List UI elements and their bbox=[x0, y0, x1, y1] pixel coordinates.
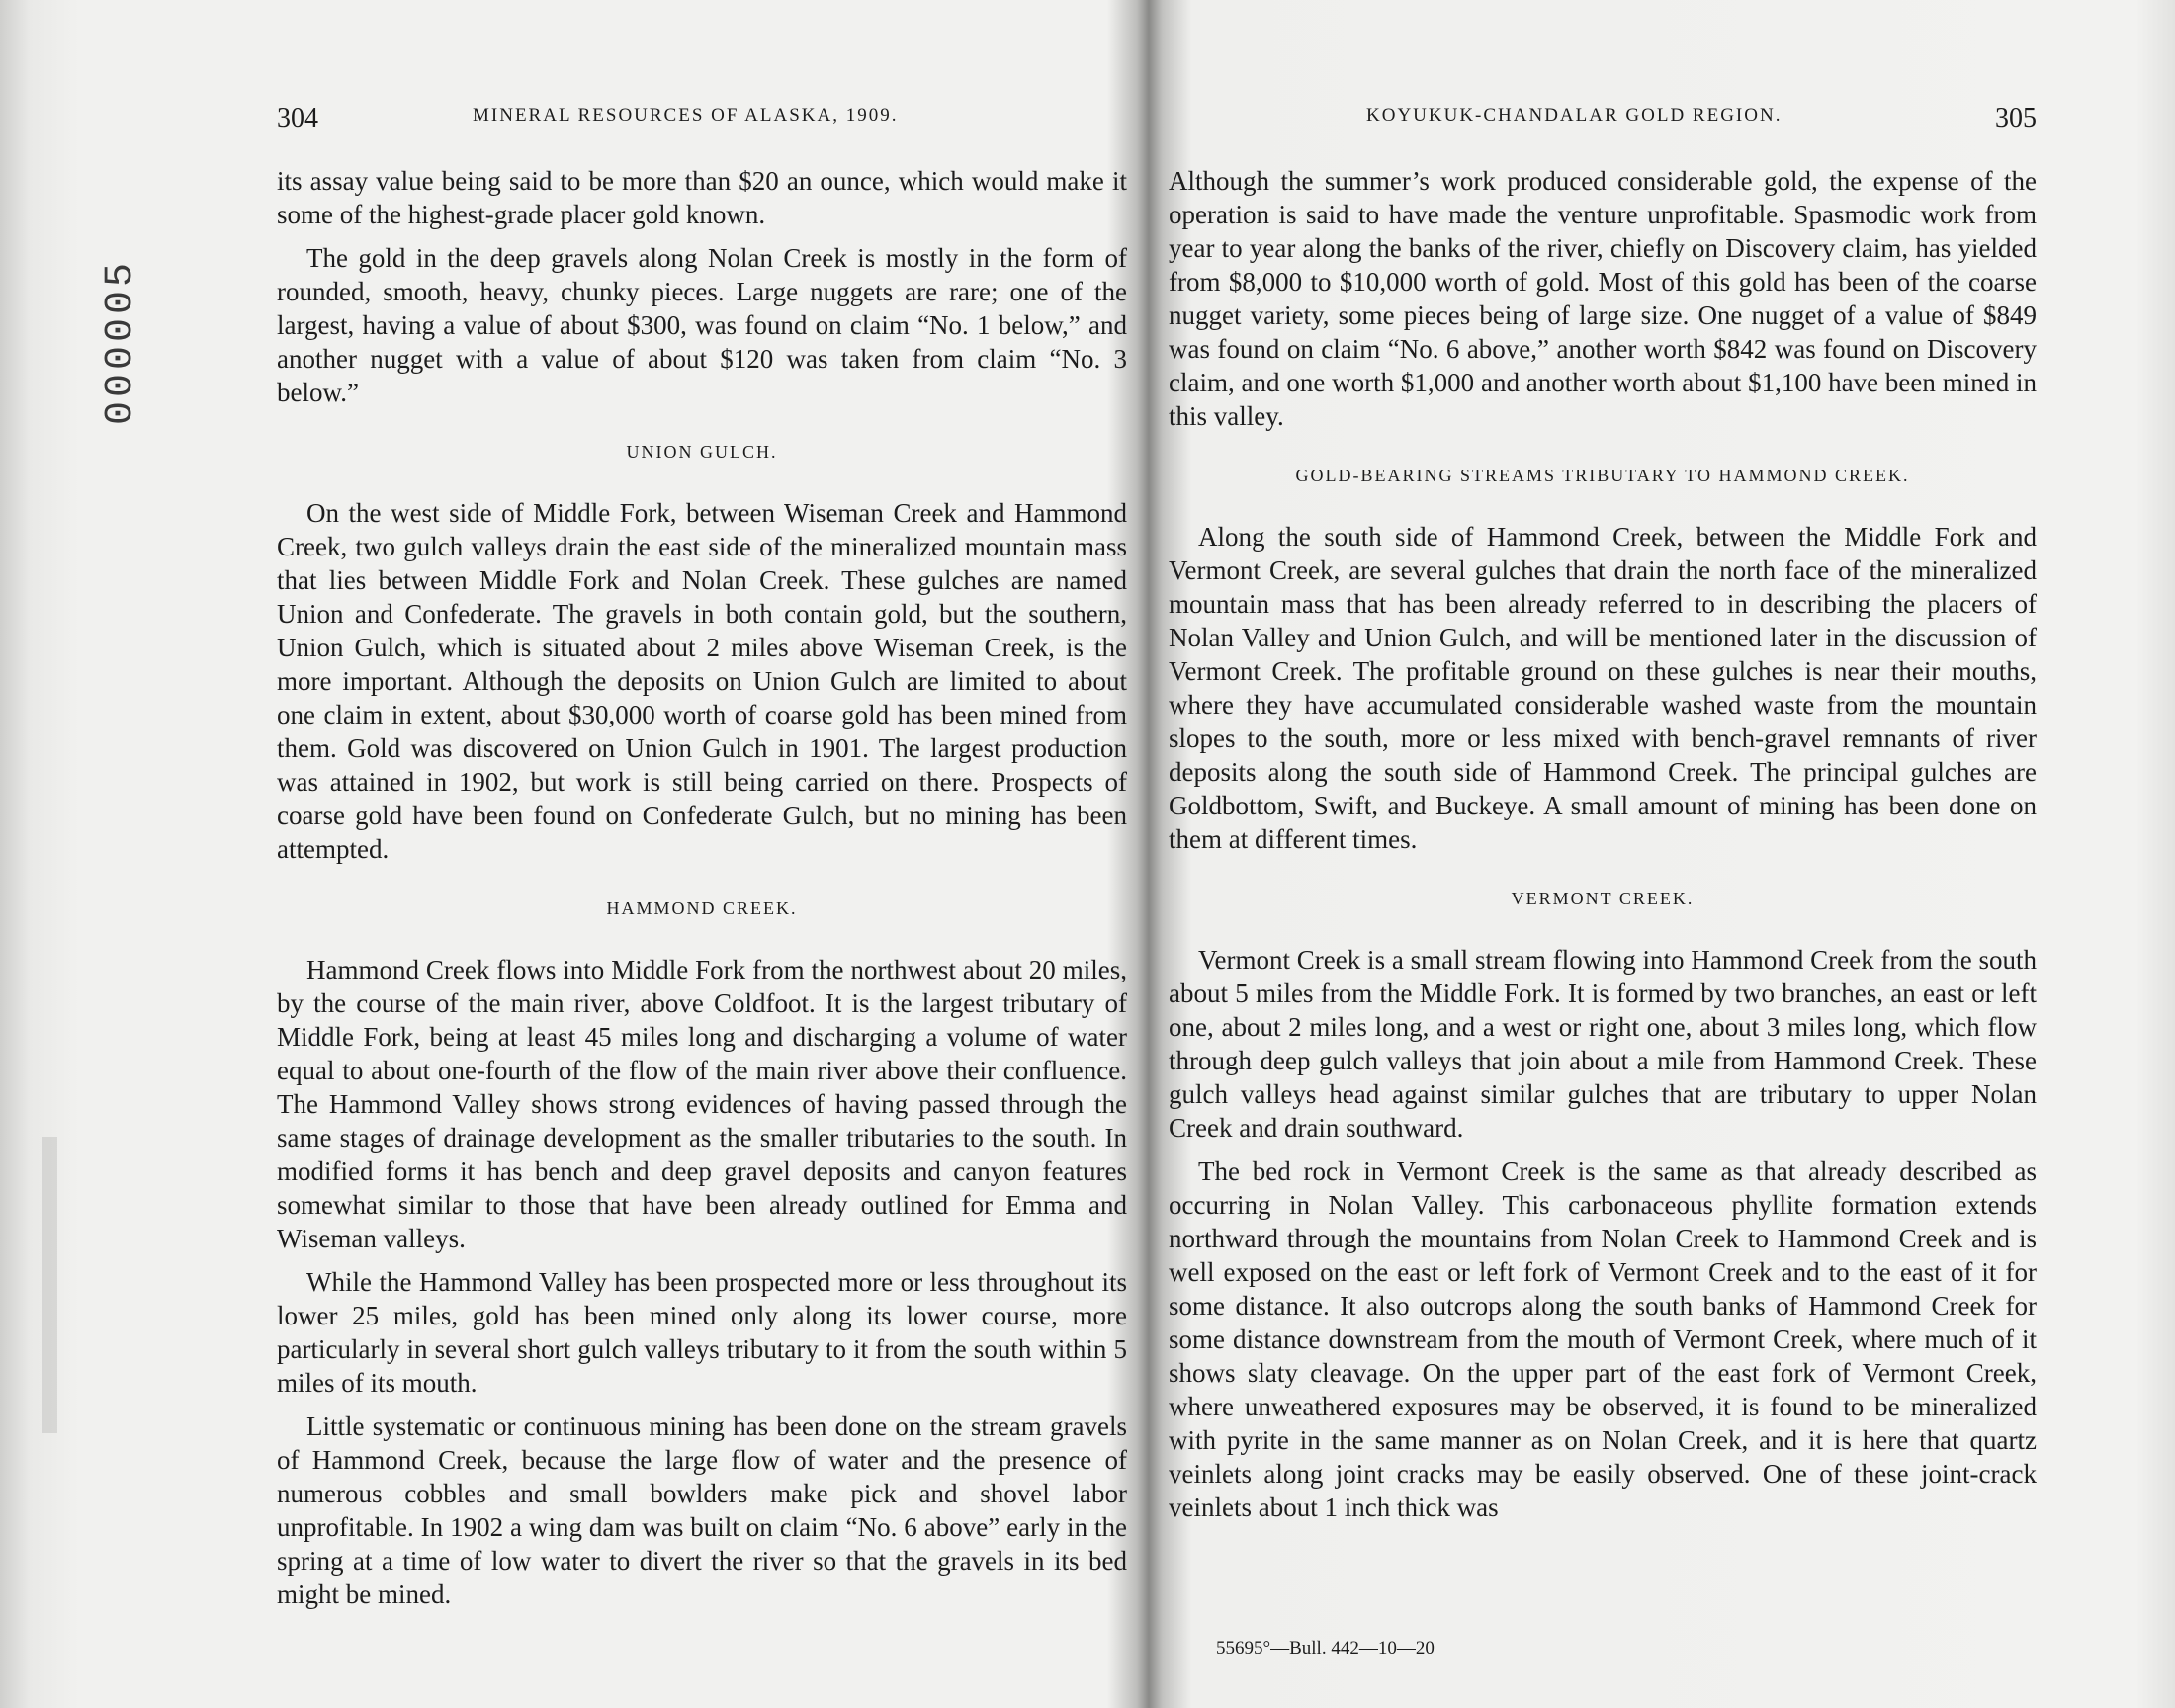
paragraph: its assay value being said to be more than $20 an ounce, which would make it some of the highest-grade placer gold known. bbox=[277, 166, 1127, 229]
running-head: KOYUKUK-CHANDALAR GOLD REGION. bbox=[1366, 105, 1783, 126]
paragraph: Hammond Creek flows into Middle Fork from the northwest about 20 miles, by the course of the main river, above Coldfoot. It is the largest tributary of Middle Fork, being at least 45 miles long and discharging a volume of water equal to about one-fourth of the flow of the main river above their confluence. The Hammond Valley shows strong evidences of having passed through the same stages of drainage development as the smaller tributaries to the south. In modified forms it has bench and deep gravel deposits and canyon features somewhat similar to those that have been already outlined for Emma and Wiseman valleys. bbox=[277, 955, 1127, 1253]
section-heading: UNION GULCH. bbox=[626, 442, 778, 462]
page-number: 304 bbox=[277, 103, 318, 133]
paragraph: The gold in the deep gravels along Nolan Creek is mostly in the form of rounded, smooth, heavy, chunky pieces. Large nuggets are rare; one of the largest, having a value of about $300, was found on claim “No. 1 below,” and another nugget with a value of about $120 was taken from claim “No. 3 below.” bbox=[277, 243, 1127, 407]
archive-stamp: 000005 bbox=[99, 258, 143, 425]
section-heading: VERMONT CREEK. bbox=[1511, 889, 1695, 908]
section-heading: HAMMOND CREEK. bbox=[606, 898, 798, 918]
paragraph: Vermont Creek is a small stream flowing into Hammond Creek from the south about 5 miles from the Middle Fork. It is formed by two branches, an east or left one, about 2 miles long, and a west or right one, about 3 miles long, which flow through deep gulch valleys that join about a mile from Hammond Creek. These gulch valleys head against similar gulches that are tributary to upper Nolan Creek and drain southward. bbox=[1169, 945, 2037, 1143]
paragraph: The bed rock in Vermont Creek is the same as that already described as occurring in Nolan Valley. This carbonaceous phyllite formation extends northward through the mountains from Nolan Creek to Hammond Creek and is well exposed on the east or left fork of Vermont Creek and to the east of it for some distance. It also outcrops along the south banks of Hammond Creek for some distance downstream from the mouth of Vermont Creek, where much of it shows slaty cleavage. On the upper part of the east fork of Vermont Creek, where unweathered exposures may be observed, it is found to be mineralized with pyrite in the same manner as on Nolan Creek, and it is here that quartz veinlets along joint cracks may be easily observed. One of these joint-crack veinlets about 1 inch thick was bbox=[1169, 1156, 2037, 1522]
running-head: MINERAL RESOURCES OF ALASKA, 1909. bbox=[473, 105, 899, 126]
left-body bbox=[277, 164, 1127, 1621]
signature-mark: 55695°—Bull. 442—10—20 bbox=[1216, 1638, 1435, 1659]
paragraph: On the west side of Middle Fork, between Wiseman Creek and Hammond Creek, two gulch valleys drain the east side of the mineralized mountain mass that lies between Middle Fork and Nolan Creek. These gulches are named Union and Confederate. The gravels in both contain gold, but the southern, Union Gulch, which is situated about 2 miles above Wiseman Creek, is the more important. Although the deposits on Union Gulch are limited to about one claim in extent, about $30,000 worth of coarse gold has been mined from them. Gold was discovered on Union Gulch in 1901. The largest production was attained in 1902, but work is still being carried on there. Prospects of coarse gold have been found on Confederate Gulch, but no mining has been attempted. bbox=[277, 498, 1127, 864]
bleed-through-mark bbox=[32, 1137, 71, 1433]
paragraph: Along the south side of Hammond Creek, between the Middle Fork and Vermont Creek, are several gulches that drain the north face of the mineralized mountain mass that has been already referred to in describing the placers of Nolan Valley and Union Gulch, and will be mentioned later in the discussion of Vermont Creek. The profitable ground on these gulches is near their mouths, where they have accumulated considerable washed waste from the mountain slopes to the south, more or less mixed with bench-gravel remnants of river deposits along the south side of Hammond Creek. The principal gulches are Goldbottom, Swift, and Buckeye. A small amount of mining has been done on them at different times. bbox=[1169, 522, 2037, 854]
paragraph: Although the summer’s work produced considerable gold, the expense of the operation is said to have made the venture unprofitable. Spasmodic work from year to year along the banks of the river, chiefly on Discovery claim, has yielded from $8,000 to $10,000 worth of gold. Most of this gold has been of the coarse nugget variety, some pieces being of large size. One nugget of a value of $849 was found on claim “No. 6 above,” another worth $842 was found on Discovery claim, and one worth $1,000 and another worth about $1,100 have been mined in this valley. bbox=[1169, 166, 2037, 431]
paragraph: Little systematic or continuous mining has been done on the stream gravels of Hammond Creek, because the large flow of water and the presence of numerous cobbles and small bowlders make pick and shovel labor unprofitable. In 1902 a wing dam was built on claim “No. 6 above” early in the spring at a time of low water to divert the river so that the gravels in its bed might be mined. bbox=[277, 1411, 1127, 1609]
section-heading: GOLD-BEARING STREAMS TRIBUTARY TO HAMMOND CREEK. bbox=[1295, 466, 1910, 485]
page-number: 305 bbox=[1995, 103, 2037, 133]
right-body bbox=[1169, 164, 2037, 1534]
paragraph: While the Hammond Valley has been prospected more or less throughout its lower 25 miles, gold has been mined only along its lower course, more particularly in several short gulch valleys tributary to it from the south within 5 miles of its mouth. bbox=[277, 1267, 1127, 1398]
